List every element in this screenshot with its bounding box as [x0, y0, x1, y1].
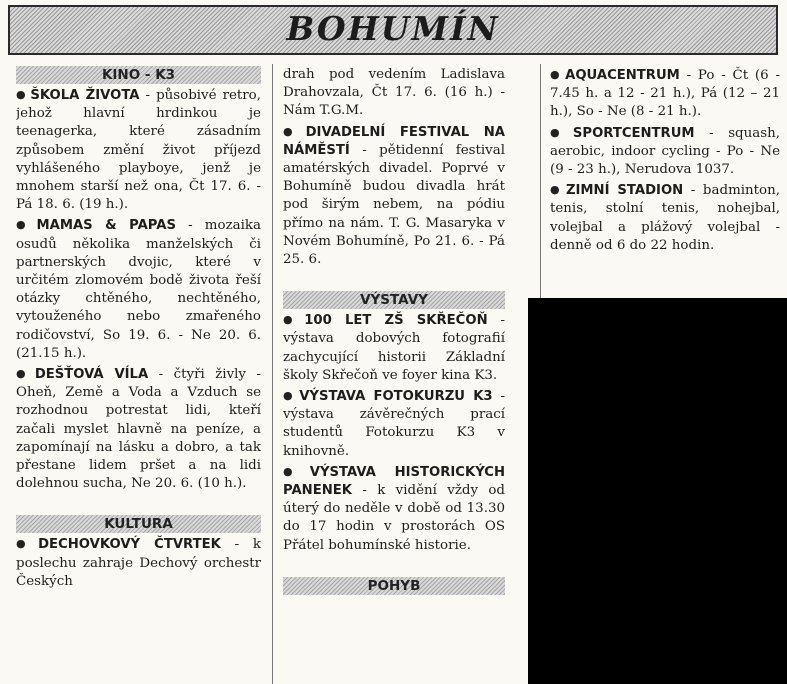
listing-text: - pětidenní festival amatérských divadel. Poprvé v Bohumíně budou divadla hrát pod širým nebem, na pódiu přímo na nám. T. G. Masaryka v Novém Bohumíně, Po 21. 6. - Pá 25. 6.: [283, 142, 505, 268]
listing-item: [16, 86, 261, 214]
column-1: [16, 66, 261, 684]
listing-item: [283, 387, 505, 461]
listing-text: - k poslechu zahraje Dechový orchestr Českých: [16, 537, 261, 589]
redacted-area: [528, 298, 787, 684]
listing-text: - čtyři živly - Oheň, Země a Voda a Vzduch se rozhodnou potrestat lidi, kteří začali myslet hlavně na peníze, a zapomínají na lásku a dobro, a tak přestane lidem pršet a na lidi dolehnou sucha, Ne 20. 6. (10 h.).: [16, 367, 261, 492]
listing-continuation: drah pod vedením Ladislava Drahovzala, Čt 17. 6. (16 h.) - Nám T.G.M.: [283, 67, 505, 119]
listing-item: [16, 365, 261, 493]
listing-name: ZIMNÍ STADION: [565, 183, 684, 199]
listing-name: ŠKOLA ŽIVOTA: [30, 88, 140, 103]
listing-item: [550, 181, 780, 255]
bullet-icon: ●: [550, 183, 563, 197]
listing-name: AQUACENTRUM: [565, 68, 680, 83]
bullet-icon: ●: [283, 313, 302, 327]
listing-item: [550, 124, 780, 180]
listing-text: - Po - Čt (6 - 7.45 h. a 12 - 21 h.), Pá (12 – 21 h.), So - Ne (8 - 21 h.).: [550, 68, 780, 120]
bullet-icon: ●: [16, 537, 36, 551]
listing-item: [283, 311, 505, 385]
bullet-icon: ●: [550, 68, 563, 81]
listing-text: - výstava závěrečných prací studentů Fotokurzu K3 v knihovně.: [283, 389, 505, 459]
listing-name: VÝSTAVA HISTORICKÝCH PANENEK: [283, 464, 505, 499]
listing-text: - k vidění vždy od úterý do neděle v době od 13.30 do 17 hodin v prostorách OS Přátel bohumínské historie.: [283, 483, 505, 553]
column-3: [550, 66, 780, 306]
listing-text: - mozaika osudů několika manželských či partnerských dvojic, které v určitém zlomovém bodě života řeší otázky chtěného, nechtěného, vytouženého nebo zmařeného rodičovství, So 19. 6. - Ne 20. 6. (21.15 h.).: [16, 218, 261, 361]
listing-text: - badminton, tenis, stolní tenis, nohejbal, volejbal a plážový volejbal - denně od 6 do 22 hodin.: [550, 183, 780, 253]
listing-name: DEŠŤOVÁ VÍLA: [34, 367, 149, 383]
bullet-icon: ●: [16, 218, 34, 232]
page-header: [8, 5, 778, 55]
listing-name: MAMAS & PAPAS: [36, 218, 176, 234]
listing-item: [283, 463, 505, 555]
listing-text: - působivé retro, jehož hlavní hrdinkou je teenagerka, které zásadním způsobem změní život příjezd vyhlášeného playboye, jenž je mnohem starší než ona, Čt 17. 6. - Pá 18. 6. (19 h.).: [16, 88, 261, 213]
page-title: BOHUMÍN: [286, 9, 500, 48]
listing-item: [550, 66, 780, 122]
section-heading-vystavy: VÝSTAVY: [283, 291, 505, 309]
column-divider: [272, 64, 273, 684]
listing-text: - squash, aerobic, indoor cycling - Po - Ne (9 - 23 h.), Nerudova 1037.: [550, 125, 780, 178]
section-heading-kino: KINO - K3: [16, 66, 261, 84]
listing-item: [283, 123, 505, 270]
listing-name: DIVADELNÍ FESTIVAL NA NÁMĚSTÍ: [283, 124, 505, 158]
listing-name: DECHOVKOVÝ ČTVRTEK: [38, 537, 221, 553]
listing-name: SPORTCENTRUM: [572, 125, 695, 141]
bullet-icon: ●: [283, 389, 297, 403]
bullet-icon: ●: [283, 124, 303, 138]
listing-text: - výstava dobových fotografií zachycující historii Základní školy Skřečoň ve foyer kina K3.: [283, 313, 505, 383]
listing-item: [16, 535, 261, 591]
bullet-icon: ●: [16, 367, 32, 381]
section-heading-pohyb: POHYB: [283, 577, 505, 595]
listing-name: 100 LET ZŠ SKŘEČOŇ: [304, 313, 488, 329]
listing-name: VÝSTAVA FOTOKURZU K3: [299, 389, 493, 405]
column-2: [283, 66, 505, 684]
bullet-icon: ●: [283, 464, 307, 478]
bullet-icon: ●: [16, 88, 28, 101]
listing-item: [16, 216, 261, 363]
section-heading-kultura: KULTURA: [16, 515, 261, 533]
bullet-icon: ●: [550, 125, 570, 139]
